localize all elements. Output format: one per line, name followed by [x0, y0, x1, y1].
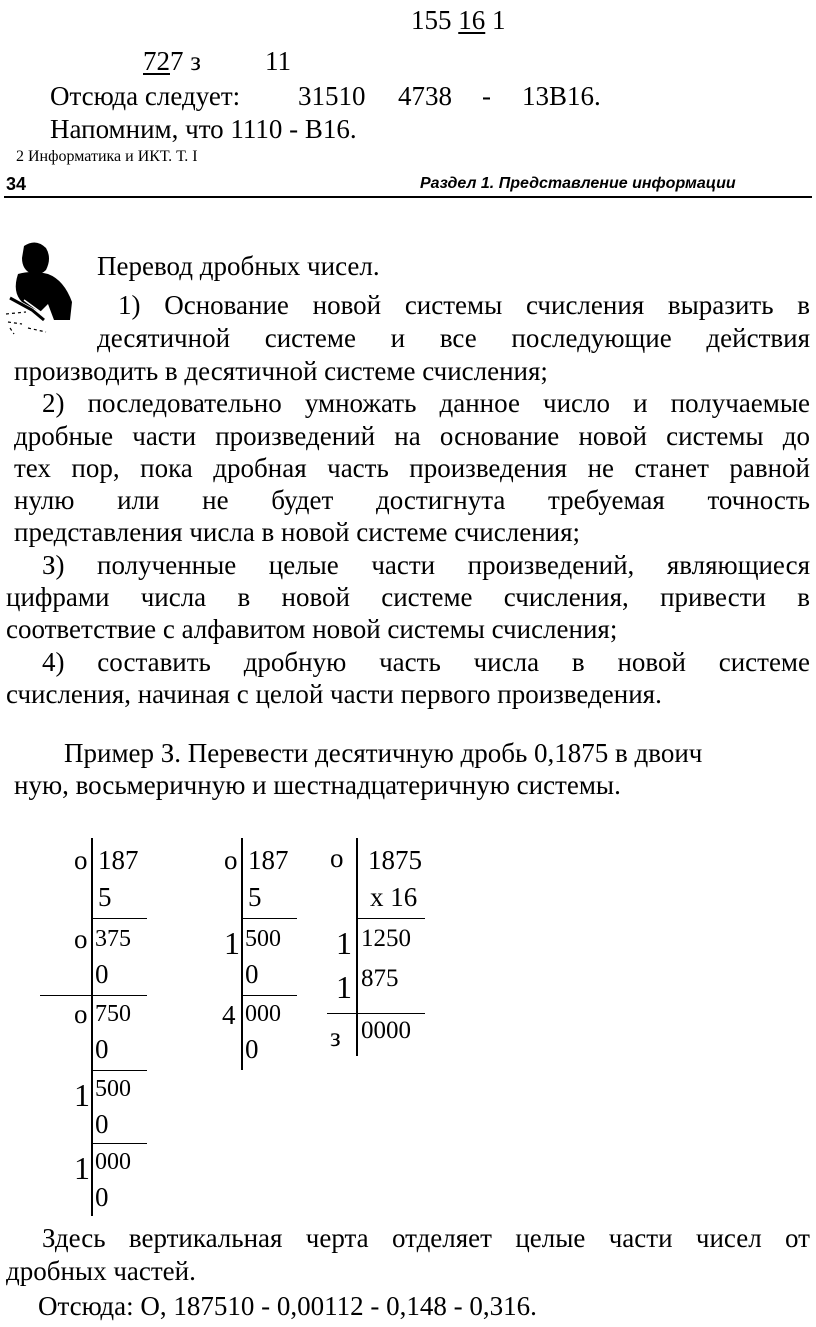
table2-int-2: 4: [222, 1000, 236, 1030]
page-number: 34: [6, 174, 27, 194]
section-heading: Перевод дробных чисел.: [97, 251, 380, 281]
table3-int-2: 1: [336, 969, 352, 1005]
prev-result-v2: 4738: [398, 81, 452, 111]
prev-result-v1: 31510: [298, 81, 366, 111]
item-3-line-a: З) полученные целые части произведений, являющиеся: [42, 550, 810, 580]
table1-int-4: 1: [74, 1150, 90, 1186]
item-2-line-a: 2) последовательно умножать данное число и получаемые: [42, 388, 810, 418]
table1-int-0: о: [74, 845, 88, 875]
prev-line-1: [411, 4, 506, 36]
item-2-line-c: тех пор, пока дробная часть произведения не станет равной: [14, 453, 810, 483]
conclusion-line-3: Отсюда: О, 187510 - 0,00112 - 0,148 - 0,316.: [38, 1291, 537, 1321]
item-2-line-e: представления числа в новой системе счисления;: [14, 517, 581, 547]
table2-rule-1: [242, 918, 297, 919]
item-3-line-b: цифрами числа в новой системе счисления, привести в: [6, 582, 810, 612]
item-1-line-b: десятичной системе и все последующие действия: [97, 323, 810, 353]
prev-result-v3: 13B16.: [522, 81, 601, 111]
table2-frac-1-top: 500: [245, 926, 281, 952]
table2-frac-2-bottom: 0: [245, 1034, 259, 1064]
table1-frac-4-top: 000: [95, 1149, 131, 1175]
table1-int-2: о: [74, 999, 88, 1029]
prev-result-dash: -: [482, 81, 491, 111]
table2-rule-2: [242, 995, 297, 996]
item-2-line-b: дробные части произведений на основание новой системы до: [14, 421, 810, 451]
item-2-line-d: нулю или не будет достигнута требуемая точность: [14, 485, 810, 515]
prev-footnote: 2 Информатика и ИКТ. Т. I: [16, 148, 198, 165]
table3-frac-1: 1250: [361, 925, 411, 952]
table3-frac-2: 875: [361, 965, 399, 992]
table1-frac-3-bottom: 0: [95, 1109, 109, 1139]
conclusion-line-1: Здесь вертикальная черта отделяет целые части чисел от: [42, 1223, 810, 1253]
prev-line-2-b: 7 з: [170, 46, 201, 76]
item-1-line-c: производить в десятичной системе счисления;: [14, 356, 548, 386]
table1-int-1: о: [74, 924, 88, 954]
table1-int-3: 1: [74, 1077, 90, 1113]
table3-int-0: о: [330, 843, 344, 873]
table3-int-3: з: [330, 1022, 341, 1052]
item-3-line-c: соответствие с алфавитом новой системы счисления;: [6, 614, 618, 644]
table1-rule-3: [92, 1070, 147, 1071]
table2-frac-0-bottom: 5: [248, 882, 262, 912]
table2-frac-1-bottom: 0: [245, 959, 259, 989]
table1-rule-2: [40, 995, 147, 996]
prev-result-label: Отсюда следует:: [50, 81, 241, 111]
prev-line-1-a: 155: [411, 5, 452, 35]
table1-frac-0-bottom: 5: [98, 882, 112, 912]
prev-line-2: [143, 45, 201, 77]
table1-rule-1: [92, 918, 147, 919]
item-1-line-a: 1) Основание новой системы счисления выразить в: [118, 290, 810, 320]
prev-line-2-c: 11: [265, 46, 291, 76]
table2-int-1: 1: [224, 925, 240, 961]
table3-frac-3: 0000: [361, 1017, 411, 1044]
table1-frac-3-top: 500: [95, 1076, 131, 1102]
item-4-line-b: счисления, начиная с целой части первого произведения.: [6, 679, 662, 709]
table2-frac-0-top: 187: [248, 845, 289, 875]
table1-frac-0-top: 187: [98, 845, 139, 875]
table1-frac-1-top: 375: [95, 926, 131, 952]
table1-frac-2-top: 750: [95, 1001, 131, 1027]
teacher-writing-icon: [2, 240, 84, 335]
prev-line-1-c: 1: [492, 5, 506, 35]
table3-frac-0-top: 1875: [368, 845, 422, 875]
table1-rule-4: [92, 1143, 147, 1144]
table3-int-1: 1: [336, 925, 352, 961]
prev-line-2-a: 72: [143, 46, 170, 76]
table1-vertical-rule: [91, 838, 93, 1216]
prev-remind: Напомним, что 1110 - B16.: [50, 114, 357, 144]
prev-line-1-b: 16: [458, 5, 486, 35]
table3-vertical-rule: [356, 838, 358, 1056]
table3-frac-0-bottom: x 16: [370, 882, 418, 912]
section-title: Раздел 1. Представление информации: [420, 175, 736, 192]
table1-frac-2-bottom: 0: [95, 1034, 109, 1064]
example-line-b: ную, восьмеричную и шестнадцатеричную системы.: [14, 770, 621, 800]
example-line-a: Пример З. Перевести десятичную дробь 0,1875 в двоич: [64, 738, 703, 768]
table1-frac-4-bottom: 0: [95, 1182, 109, 1212]
header-rule: [4, 196, 812, 198]
table3-rule-2: [327, 1013, 425, 1014]
table3-rule-1: [357, 918, 425, 919]
item-4-line-a: 4) составить дробную часть числа в новой системе: [42, 647, 810, 677]
table2-frac-2-top: 000: [245, 1001, 281, 1027]
table2-vertical-rule: [241, 838, 243, 1070]
table2-int-0: о: [224, 845, 238, 875]
conclusion-line-2: дробных частей.: [6, 1256, 196, 1286]
teacher-writing-icon-graphic: [2, 240, 84, 335]
table1-frac-1-bottom: 0: [95, 959, 109, 989]
